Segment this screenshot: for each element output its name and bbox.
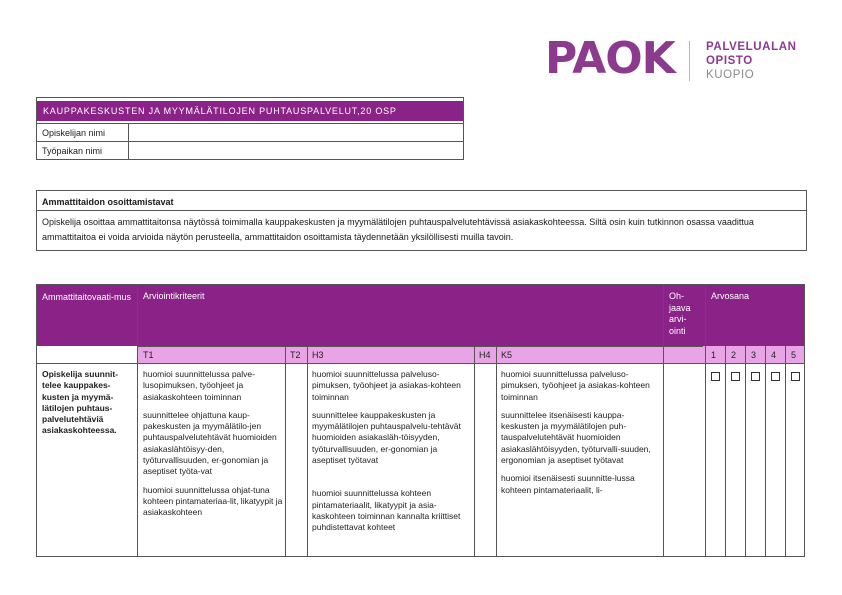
t1-criterion: huomioi suunnittelussa palve-lusopimuksen, työohjeet ja asiakaskohteen toiminnan — [143, 369, 255, 402]
h3-criterion: huomioi suunnittelussa kohteen pintamateriaalit, likatyypit ja asia-kaskohteen toiminnan kannalta kriittiset puhdistettavat kohteet — [312, 488, 461, 533]
k5-criterion: huomioi suunnittelussa palveluso-pimuksen, työohjeet ja asiakas-kohteen toiminnan — [501, 369, 650, 402]
grade-5-label: 5 — [791, 350, 797, 360]
grade-1-checkbox[interactable] — [711, 372, 720, 381]
demonstration-heading: Ammattitaidon osoittamistavat — [37, 191, 806, 211]
supervised-column-header: Oh-jaava arvi-ointi — [669, 291, 691, 336]
grade-4-label: 4 — [771, 350, 777, 360]
workplace-row — [37, 141, 463, 159]
assessment-table — [36, 284, 805, 557]
logo-line-3: KUOPIO — [706, 69, 755, 81]
level-k5: K5 — [501, 350, 513, 360]
h3-criteria — [312, 369, 470, 541]
qualification-title: KAUPPAKESKUSTEN JA MYYMÄLÄTILOJEN PUHTAUSPALVELUT,20 OSP — [37, 101, 463, 121]
grade-column-header: Arvosana — [711, 291, 750, 301]
requirement-column-header: Ammattitaitovaati-mus — [42, 292, 132, 302]
level-h3: H3 — [312, 350, 324, 360]
column-line — [474, 346, 475, 556]
level-t2: T2 — [290, 350, 301, 360]
column-line — [285, 346, 286, 556]
grade-2-checkbox[interactable] — [731, 372, 740, 381]
column-line — [725, 346, 726, 556]
grade-1-label: 1 — [711, 350, 717, 360]
workplace-name-field[interactable] — [129, 142, 463, 159]
workplace-name-label: Työpaikan nimi — [37, 142, 129, 159]
subheader-divider — [37, 363, 804, 364]
level-t1: T1 — [143, 350, 154, 360]
header-divider — [138, 346, 703, 347]
requirement-text: Opiskelija suunnit-telee kauppakes-kusten ja myymä-lätilojen puhtaus-palvelutehtäviä asiakaskohteessa. — [42, 369, 119, 436]
paok-logo-wordmark: PAOK — [545, 33, 675, 84]
column-line — [745, 346, 746, 556]
student-name-field[interactable] — [129, 124, 463, 141]
grade-3-checkbox[interactable] — [751, 372, 760, 381]
column-line — [307, 346, 308, 556]
column-line — [705, 285, 706, 556]
k5-criteria — [501, 369, 659, 503]
h3-criterion: huomioi suunnittelussa palveluso-pimuksen, työohjeet ja asiakas-kohteen toiminnan — [312, 369, 461, 402]
criteria-column-header: Arviointikriteerit — [143, 291, 205, 301]
t1-criterion: suunnittelee ohjattuna kaup-pakeskusten ja myymälätilo-jen puhtauspalvelutehtävät huomioiden asiakaslähtöisyy-den, työturvallisuuden, er-gonomian ja aseptiset työta-vat — [143, 409, 277, 477]
demonstration-text: Opiskelija osoittaa ammattitaitonsa näytössä toimimalla kauppakeskusten ja myymälätilojen puhtauspalvelutehtävissä asiakaskohteessa. Siltä osin kuin tutkinnon osassa vaadittua ammattitaitoa ei voida arvioida näytön perusteella, ammattitaidon osoittamista täydennetään yksilöllisesti muilla tavoin. — [42, 217, 754, 242]
column-line — [137, 285, 138, 556]
column-line — [785, 346, 786, 556]
logo-line-1: PALVELUALAN — [706, 41, 797, 53]
logo-divider — [689, 41, 690, 81]
h3-criterion: suunnittelee kauppakeskusten ja myymälätilojen puhtauspalvelu-tehtävät huomioiden asiakasläh-töisyyden, työturvallisuuden, er-gonomian ja aseptiset työtavat — [312, 409, 461, 466]
grade-2-label: 2 — [731, 350, 737, 360]
grade-3-label: 3 — [751, 350, 757, 360]
level-h4: H4 — [479, 350, 491, 360]
column-line — [663, 285, 664, 556]
student-row — [37, 123, 463, 141]
k5-criterion: huomioi itsenäisesti suunnitte-lussa kohteen pintamateriaalit, li- — [501, 473, 635, 495]
t1-criterion: huomioi suunnittelussa ohjat-tuna kohteen pintamateriaa-lit, likatyypit ja asiakaskohteen — [143, 484, 283, 518]
demonstration-table — [36, 190, 807, 251]
grade-5-checkbox[interactable] — [791, 372, 800, 381]
t1-criteria — [143, 369, 283, 526]
qualification-table — [36, 97, 464, 160]
grade-4-checkbox[interactable] — [771, 372, 780, 381]
logo-line-2: OPISTO — [706, 55, 753, 67]
k5-criterion: suunnittelee itsenäisesti kauppa-keskusten ja myymälätilojen puh-tauspalvelutehtävät huomioiden asiakaslähtöisyyden, työturvalli-suuden, ergonomian ja aseptiset työtavat — [501, 409, 651, 466]
column-line — [765, 346, 766, 556]
column-line — [496, 346, 497, 556]
student-name-label: Opiskelijan nimi — [37, 124, 129, 141]
